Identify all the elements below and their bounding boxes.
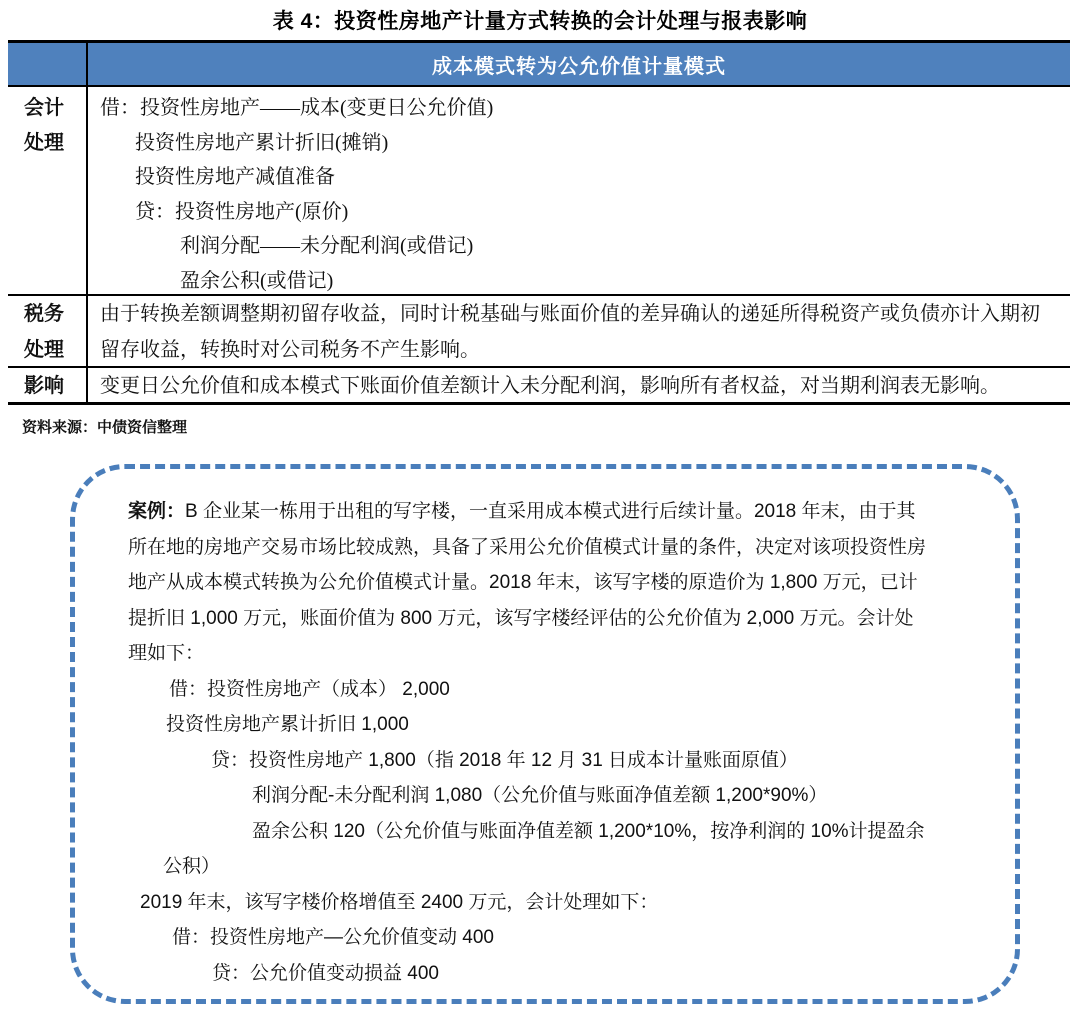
tax-text-line: 留存收益，转换时对公司税务不产生影响。 [100,339,480,361]
case-text-line: 2019 年末，该写字楼价格增值至 2400 万元，会计处理如下： [140,891,659,913]
case-text-line: 利润分配-未分配利润 1,080（公允价值与账面净值差额 1,200*90%） [252,785,828,806]
tax-text-line: 由于转换差额调整期初留存收益，同时计税基础与账面价值的差异确认的递延所得税资产或负债亦计入期初 [100,303,1040,325]
journal-entry-line: 盈余公积(或借记) [180,269,334,292]
row-content-impact [88,368,1070,402]
case-study-text [128,494,995,991]
journal-entry-line: 借：投资性房地产——成本(变更日公允价值) [100,97,494,119]
journal-entry-line: 投资性房地产累计折旧(摊销) [135,131,389,154]
case-text-line: 理如下： [128,643,205,664]
case-text-line: 提折旧 1,000 万元，账面价值为 800 万元，该写字楼经评估的公允价值为 2,000 万元。会计处 [128,607,914,629]
row-label-tax [8,296,88,366]
table-header-label-cell [8,43,88,85]
row-label-impact [8,368,88,402]
case-text-line: 公积） [163,856,221,877]
case-text-line: 借：投资性房地产—公允价值变动 400 [172,927,494,948]
impact-text-line: 变更日公允价值和成本模式下账面价值差额计入未分配利润，影响所有者权益，对当期利润表无影响。 [100,375,1000,397]
journal-entry-line: 利润分配——未分配利润(或借记) [180,235,474,258]
case-text-line: 贷：公允价值变动损益 400 [212,962,439,984]
table-row-impact [8,366,1070,402]
table-title: 表 4：投资性房地产计量方式转换的会计处理与报表影响 [272,10,808,33]
journal-entry-line: 投资性房地产减值准备 [135,166,335,189]
table-row-accounting-treatment [8,85,1070,294]
table-row-tax-treatment [8,294,1070,366]
row-label-accounting [8,87,88,294]
source-note: 资料来源：中债资信整理 [22,419,188,436]
case-text-line: 盈余公积 120（公允价值与账面净值差额 1,200*10%，按净利润的 10%计提盈余 [252,820,925,842]
case-text-line: 借：投资性房地产（成本） 2,000 [169,678,450,700]
case-text-line: 地产从成本模式转换为公允价值模式计量。2018 年末，该写字楼的原造价为 1,800 万元，已计 [128,572,918,593]
row-label-line: 处理 [24,131,64,154]
row-content-tax [88,296,1070,366]
table-header-row [8,43,1070,85]
case-study-box [70,464,1020,1004]
case-text-line: 贷：投资性房地产 1,800（指 2018 年 12 月 31 日成本计量账面原值） [211,749,799,771]
journal-entry-line: 贷：投资性房地产(原价) [135,200,349,223]
accounting-treatment-table [8,40,1070,405]
case-label: 案例： [128,501,186,522]
row-content-accounting [88,87,1070,294]
case-text-line: 所在地的房地产交易市场比较成熟，具备了采用公允价值模式计量的条件，决定对该项投资性房 [128,536,927,558]
row-label-line: 处理 [24,339,64,361]
row-label-line: 税务 [24,303,64,325]
row-label-line: 影响 [24,375,64,397]
case-text-line: 案例：B 企业某一栋用于出租的写字楼，一直采用成本模式进行后续计量。2018 年末，由于其 [128,501,916,522]
row-label-line: 会计 [24,97,64,119]
table-header-title: 成本模式转为公允价值计量模式 [432,55,726,78]
case-text-line: 投资性房地产累计折旧 1,000 [166,714,409,735]
